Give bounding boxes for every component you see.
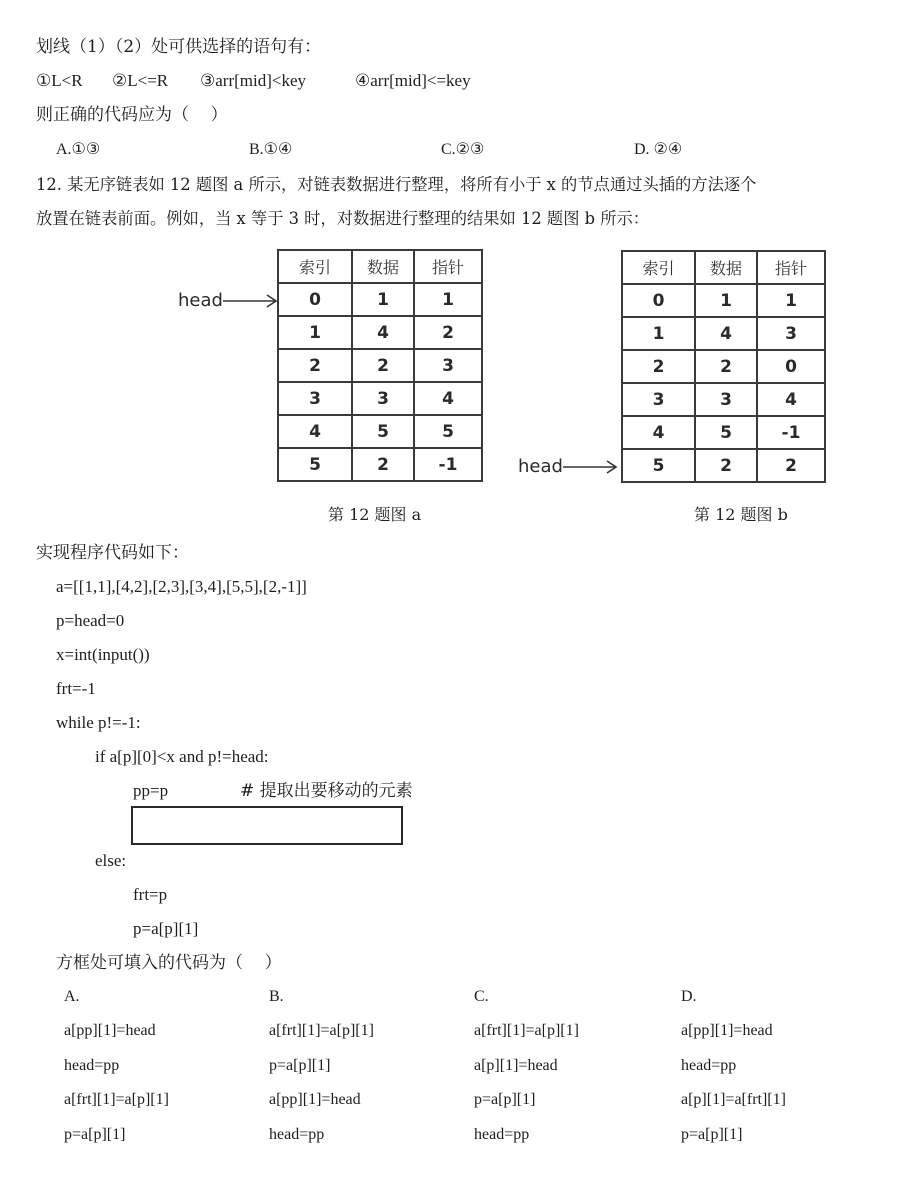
question-12-ask: 方框处可填入的代码为（ ）	[56, 953, 282, 973]
code-line: x=int(input())	[56, 645, 150, 664]
choice-line: head=pp	[64, 1057, 120, 1074]
cell-index: 1	[622, 317, 695, 350]
cell-index: 3	[278, 382, 352, 415]
question-12-line-1: 12. 某无序链表如 12 题图 a 所示，对链表数据进行整理，将所有小于 x 的节点通过头插的方法逐个	[36, 175, 757, 194]
cell-pointer: 0	[757, 350, 825, 383]
prev-option-a[interactable]: A.①③	[56, 141, 101, 158]
choice-line: a[frt][1]=a[p][1]	[269, 1022, 374, 1039]
statement-3: ③arr[mid]<key	[200, 71, 307, 90]
choice-line: head=pp	[681, 1057, 737, 1074]
prev-question-ask: 则正确的代码应为（ ）	[36, 105, 228, 125]
cell-pointer: 3	[414, 349, 482, 382]
cell-index: 1	[278, 316, 352, 349]
cell-data: 2	[695, 350, 757, 383]
table-header-row	[278, 250, 482, 283]
arrow-right-icon	[223, 293, 279, 309]
choice-label: A.	[64, 988, 80, 1005]
choice-line: a[pp][1]=head	[269, 1091, 361, 1108]
head-pointer-b	[518, 456, 619, 477]
statement-1: ①L<R	[36, 71, 83, 90]
choice-line: p=a[p][1]	[269, 1057, 331, 1074]
cell-data: 2	[352, 448, 414, 481]
code-line: if a[p][0]<x and p!=head:	[95, 747, 269, 766]
cell-pointer: 3	[757, 317, 825, 350]
cell-data: 5	[352, 415, 414, 448]
choice-label: D.	[681, 988, 697, 1005]
cell-data: 3	[695, 383, 757, 416]
statement-2: ②L<=R	[112, 71, 169, 90]
cell-pointer: -1	[757, 416, 825, 449]
header-pointer: 指针	[757, 251, 825, 284]
table-row	[622, 284, 825, 317]
arrow-right-icon	[563, 459, 619, 475]
table-row	[622, 350, 825, 383]
cell-pointer: 4	[757, 383, 825, 416]
header-index: 索引	[622, 251, 695, 284]
choice-line: a[pp][1]=head	[64, 1022, 156, 1039]
choice-line: head=pp	[474, 1126, 530, 1143]
cell-index: 3	[622, 383, 695, 416]
header-data: 数据	[352, 250, 414, 283]
choice-line: a[p][1]=a[frt][1]	[681, 1091, 786, 1108]
cell-pointer: 2	[757, 449, 825, 482]
code-line: pp=p	[133, 781, 169, 800]
cell-data: 3	[352, 382, 414, 415]
choice-label: C.	[474, 988, 489, 1005]
linked-list-table-a	[277, 249, 483, 482]
question-12-line-2: 放置在链表前面。例如，当 x 等于 3 时，对数据进行整理的结果如 12 题图 b 所示：	[36, 209, 650, 228]
cell-pointer: 1	[414, 283, 482, 316]
code-line: while p!=-1:	[56, 713, 141, 732]
code-line: a=[[1,1],[4,2],[2,3],[3,4],[5,5],[2,-1]]	[56, 577, 307, 596]
code-line: frt=-1	[56, 679, 96, 698]
cell-data: 4	[352, 316, 414, 349]
header-pointer: 指针	[414, 250, 482, 283]
table-row	[278, 448, 482, 481]
cell-data: 1	[352, 283, 414, 316]
cell-index: 5	[622, 449, 695, 482]
head-label-b: head	[518, 456, 563, 477]
choice-label: B.	[269, 988, 284, 1005]
table-row	[278, 316, 482, 349]
cell-index: 5	[278, 448, 352, 481]
table-header-row	[622, 251, 825, 284]
header-data: 数据	[695, 251, 757, 284]
choice-line: a[frt][1]=a[p][1]	[474, 1022, 579, 1039]
cell-data: 5	[695, 416, 757, 449]
table-row	[278, 283, 482, 316]
code-line: frt=p	[133, 885, 168, 904]
head-pointer-a	[178, 290, 279, 311]
cell-index: 0	[622, 284, 695, 317]
prev-option-c[interactable]: C.②③	[441, 141, 485, 158]
cell-data: 2	[352, 349, 414, 382]
cell-data: 1	[695, 284, 757, 317]
code-line: else:	[95, 851, 127, 870]
table-row	[278, 382, 482, 415]
code-comment: # 提取出要移动的元素	[240, 781, 413, 801]
table-row	[622, 449, 825, 482]
cell-index: 0	[278, 283, 352, 316]
cell-index: 2	[622, 350, 695, 383]
statement-4: ④arr[mid]<=key	[355, 71, 471, 90]
cell-index: 2	[278, 349, 352, 382]
cell-pointer: 1	[757, 284, 825, 317]
code-line: p=head=0	[56, 611, 125, 630]
cell-pointer: 4	[414, 382, 482, 415]
cell-index: 4	[278, 415, 352, 448]
table-row	[622, 383, 825, 416]
choice-line: head=pp	[269, 1126, 325, 1143]
table-row	[278, 349, 482, 382]
cell-pointer: 5	[414, 415, 482, 448]
prev-question-intro: 划线（1）（2）处可供选择的语句有：	[36, 37, 322, 57]
table-row	[622, 317, 825, 350]
code-intro: 实现程序代码如下：	[36, 543, 189, 563]
linked-list-table-b	[621, 250, 826, 483]
choice-line: p=a[p][1]	[474, 1091, 536, 1108]
answer-blank-box	[131, 806, 403, 845]
choice-line: a[pp][1]=head	[681, 1022, 773, 1039]
table-row	[278, 415, 482, 448]
code-line: p=a[p][1]	[133, 919, 199, 938]
cell-pointer: -1	[414, 448, 482, 481]
cell-index: 4	[622, 416, 695, 449]
figure-a-caption: 第 12 题图 a	[328, 505, 422, 524]
prev-option-b[interactable]: B.①④	[249, 141, 293, 158]
choice-line: p=a[p][1]	[64, 1126, 126, 1143]
choice-line: a[frt][1]=a[p][1]	[64, 1091, 169, 1108]
choice-line: a[p][1]=head	[474, 1057, 558, 1074]
prev-option-d[interactable]: D. ②④	[634, 141, 683, 158]
header-index: 索引	[278, 250, 352, 283]
cell-data: 4	[695, 317, 757, 350]
figure-b-caption: 第 12 题图 b	[694, 505, 788, 524]
head-label-a: head	[178, 290, 223, 311]
cell-pointer: 2	[414, 316, 482, 349]
table-row	[622, 416, 825, 449]
choice-line: p=a[p][1]	[681, 1126, 743, 1143]
cell-data: 2	[695, 449, 757, 482]
